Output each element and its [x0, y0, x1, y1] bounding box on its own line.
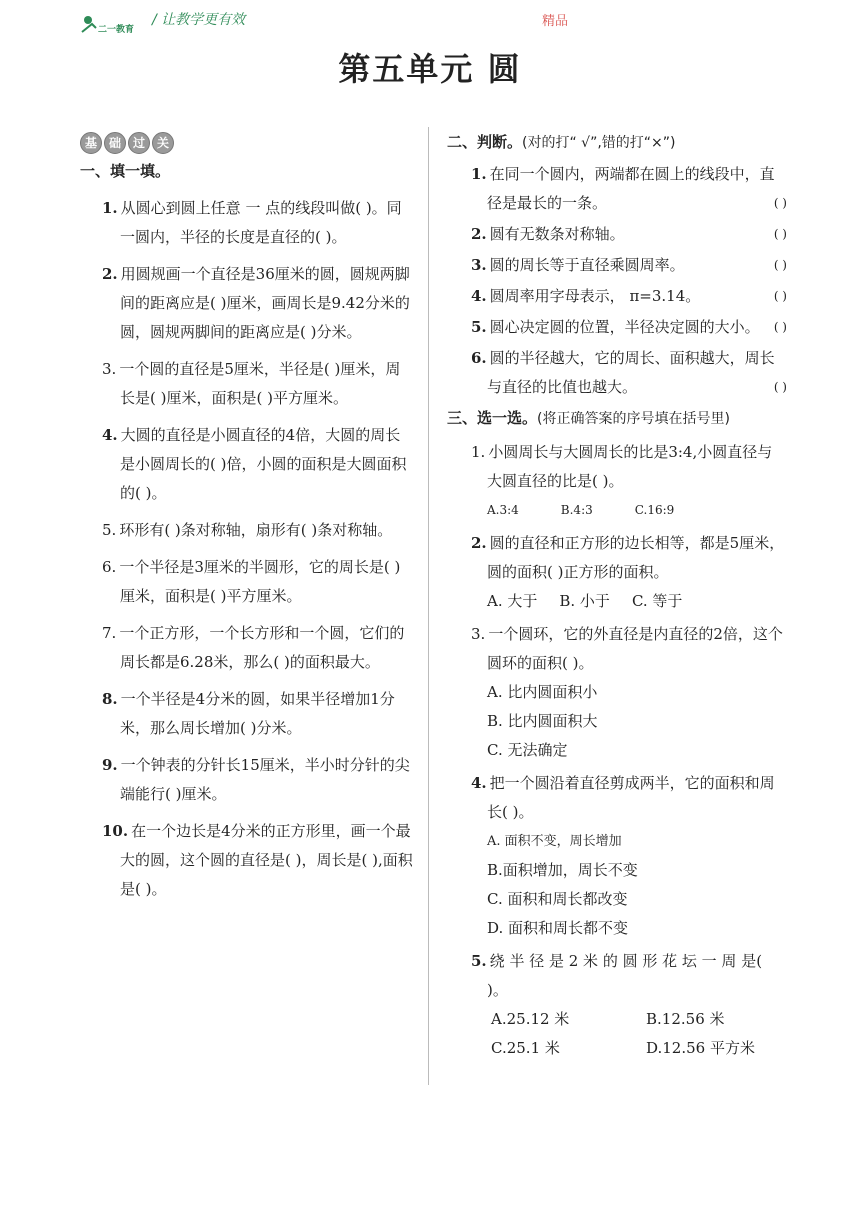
- choice-option: A. 大于: [487, 592, 538, 610]
- quality-badge: 精品: [542, 14, 569, 29]
- choice-question: 2. 圆的直径和正方形的边长相等，都是5厘米，圆的面积( )正方形的面积。: [471, 534, 785, 581]
- choice-option: D.12.56 平方米: [646, 1039, 755, 1057]
- judge-question: 1. 在同一个圆内，两端都在圆上的线段中，直径是最长的一条。 ( ): [447, 160, 787, 218]
- fill-question: 3. 一个圆的直径是5厘米，半径是( )厘米，周长是( )厘米，面积是( )平方厘米。: [102, 360, 401, 407]
- fill-question: 1. 从圆心到圆上任意 一 点的线段叫做( )。同一圆内，半径的长度是直径的( )。: [102, 199, 402, 246]
- choice-option: A. 比内圆面积小: [487, 683, 598, 701]
- option-group: [447, 587, 787, 616]
- left-column: [80, 128, 415, 904]
- fill-question: 7. 一个正方形，一个长方形和一个圆，它们的周长都是6.28米，那么( )的面积最大。: [102, 624, 405, 671]
- choice-question: 5. 绕 半 径 是 2 米 的 圆 形 花 坛 一 周 是( )。: [471, 952, 763, 999]
- fill-question: 9. 一个钟表的分针长15厘米，半小时分针的尖端能行( )厘米。: [102, 756, 410, 803]
- choice-option: B. 小于: [559, 592, 610, 610]
- fill-question: 5. 环形有( )条对称轴，扇形有( )条对称轴。: [102, 521, 393, 539]
- choice-question: 4. 把一个圆沿着直径剪成两半，它的面积和周长( )。: [471, 774, 775, 821]
- slogan: / 让教学更有效: [152, 12, 246, 28]
- answer-bracket: ( ): [773, 258, 787, 272]
- answer-bracket: ( ): [773, 289, 787, 303]
- logo-icon: [78, 12, 138, 36]
- answer-bracket: ( ): [773, 196, 787, 210]
- svg-text:二一教育: 二一教育: [98, 25, 135, 35]
- choice-option: A.3:4: [487, 503, 519, 517]
- fill-question: 4. 大圆的直径是小圆直径的4倍，大圆的周长是小圆周长的( )倍，小圆的面积是大圆面积的( )。: [102, 426, 407, 502]
- fill-question: 6. 一个半径是3厘米的半圆形，它的周长是( )厘米，面积是( )平方厘米。: [102, 558, 401, 605]
- page-title: 第五单元 圆: [338, 50, 522, 88]
- fill-question: 2. 用圆规画一个直径是36厘米的圆，圆规两脚间的距离应是( )厘米，画周长是9.42分米的圆，圆规两脚间的距离应是( )分米。: [102, 265, 410, 341]
- section-choose: 三、选一选。(将正确答案的序号填在括号里): [447, 409, 730, 427]
- choice-option: B.4:3: [560, 503, 593, 517]
- choice-question: 1. 小圆周长与大圆周长的比是3:4,小圆直径与大圆直径的比是( )。: [471, 443, 773, 490]
- right-column: [447, 128, 787, 1063]
- choice-option: C.25.1 米: [491, 1039, 560, 1057]
- choice-option: B.面积增加，周长不变: [487, 861, 638, 879]
- choice-option: A.25.12 米: [491, 1010, 570, 1028]
- section-judge: 二、判断。(对的打“ √”,错的打“×”): [447, 133, 676, 151]
- choice-option: B. 比内圆面积大: [487, 712, 598, 730]
- choice-option: C.16:9: [634, 503, 675, 517]
- fill-question: 10. 在一个边长是4分米的正方形里，画一个最大的圆，这个圆的直径是( )，周长是( ),面积是( )。: [102, 822, 413, 898]
- option-group: [447, 678, 787, 765]
- judge-question: 3. 圆的周长等于直径乘圆周率。 ( ): [447, 251, 787, 280]
- judge-question: 4. 圆周率用字母表示， π=3.14。 ( ): [447, 282, 787, 311]
- basic-review-tag: 基 础 过 关: [80, 132, 174, 154]
- judge-question: 6. 圆的半径越大，它的周长、面积越大，周长与直径的比值也越大。 ( ): [447, 344, 787, 402]
- choice-option: C. 等于: [631, 592, 683, 610]
- judge-question: 5. 圆心决定圆的位置，半径决定圆的大小。 ( ): [447, 313, 787, 342]
- answer-bracket: ( ): [773, 380, 787, 394]
- answer-bracket: ( ): [773, 227, 787, 241]
- choice-question: 3. 一个圆环，它的外直径是内直径的2倍，这个圆环的面积( )。: [471, 625, 783, 672]
- choice-option: C. 无法确定: [487, 741, 568, 759]
- fill-question: 8. 一个半径是4分米的圆，如果半径增加1分米，那么周长增加( )分米。: [102, 690, 395, 737]
- column-divider: [428, 127, 429, 1085]
- answer-bracket: ( ): [773, 320, 787, 334]
- page-header: [0, 0, 860, 40]
- option-group: [447, 496, 787, 525]
- section-fill-blank: 一、填一填。: [80, 162, 171, 180]
- option-group: [447, 827, 787, 943]
- choice-option: B.12.56 米: [646, 1010, 725, 1028]
- choice-option: D. 面积和周长都不变: [487, 919, 629, 937]
- choice-option: A. 面积不变，周长增加: [487, 834, 622, 849]
- judge-question: 2. 圆有无数条对称轴。 ( ): [447, 220, 787, 249]
- option-group: [447, 1005, 787, 1063]
- choice-option: C. 面积和周长都改变: [487, 890, 628, 908]
